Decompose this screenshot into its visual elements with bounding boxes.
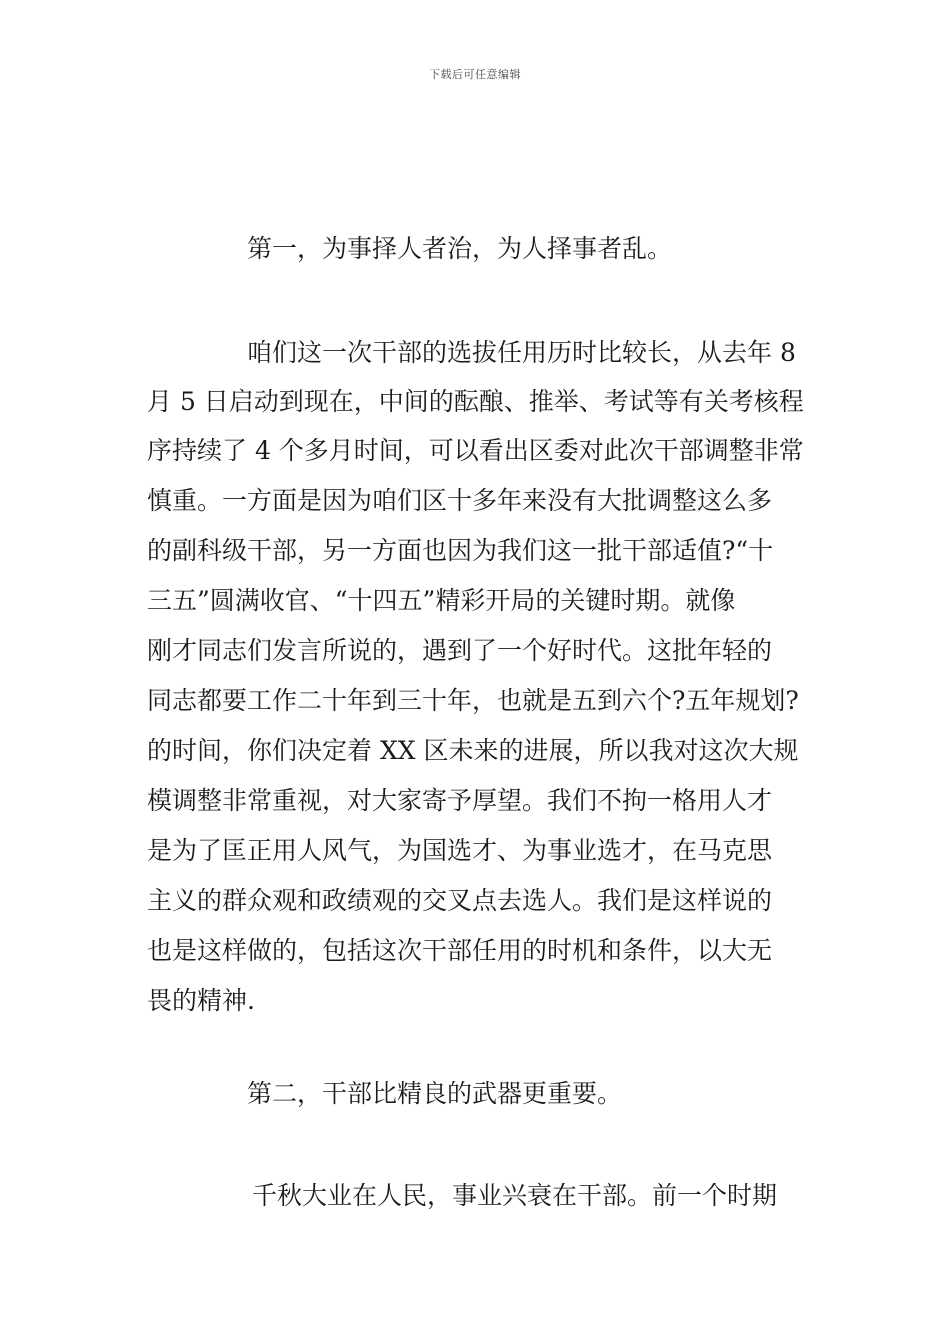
paragraph-line: 同志都要工作二十年到三十年，也就是五到六个?五年规划? [147,686,799,715]
paragraph-line: 也是这样做的，包括这次干部任用的时机和条件，以大无 [147,936,773,965]
paragraph-line: 模调整非常重视，对大家寄予厚望。我们不拘一格用人才 [147,786,773,815]
paragraph-line: 畏的精神. [147,986,255,1015]
paragraph-line: 千秋大业在人民，事业兴衰在干部。前一个时期 [252,1181,778,1210]
paragraph-line: 慎重。一方面是因为咱们区十多年来没有大批调整这么多 [147,486,773,515]
paragraph-line: 三五”圆满收官、“十四五”精彩开局的关键时期。就像 [147,586,736,615]
page-header: 下载后可任意编辑 [429,68,521,81]
paragraph-line: 刚才同志们发言所说的，遇到了一个好时代。这批年轻的 [147,636,773,665]
section-heading-2: 第二，干部比精良的武器更重要。 [247,1079,623,1108]
paragraph-line: 月 5 日启动到现在，中间的酝酿、推举、考试等有关考核程 [147,387,804,416]
paragraph-line: 咱们这一次干部的选拔任用历时比较长，从去年 8 [247,338,796,367]
section-heading-1: 第一，为事择人者治，为人择事者乱。 [247,234,673,263]
paragraph-line: 的副科级干部，另一方面也因为我们这一批干部适值?“十 [147,536,774,565]
paragraph-line: 的时间，你们决定着 XX 区未来的进展，所以我对这次大规 [147,736,799,765]
paragraph-line: 主义的群众观和政绩观的交叉点去选人。我们是这样说的 [147,886,773,915]
paragraph-line: 是为了匡正用人风气，为国选才、为事业选才，在马克思 [147,836,773,865]
paragraph-line: 序持续了 4 个多月时间，可以看出区委对此次干部调整非常 [147,436,804,465]
